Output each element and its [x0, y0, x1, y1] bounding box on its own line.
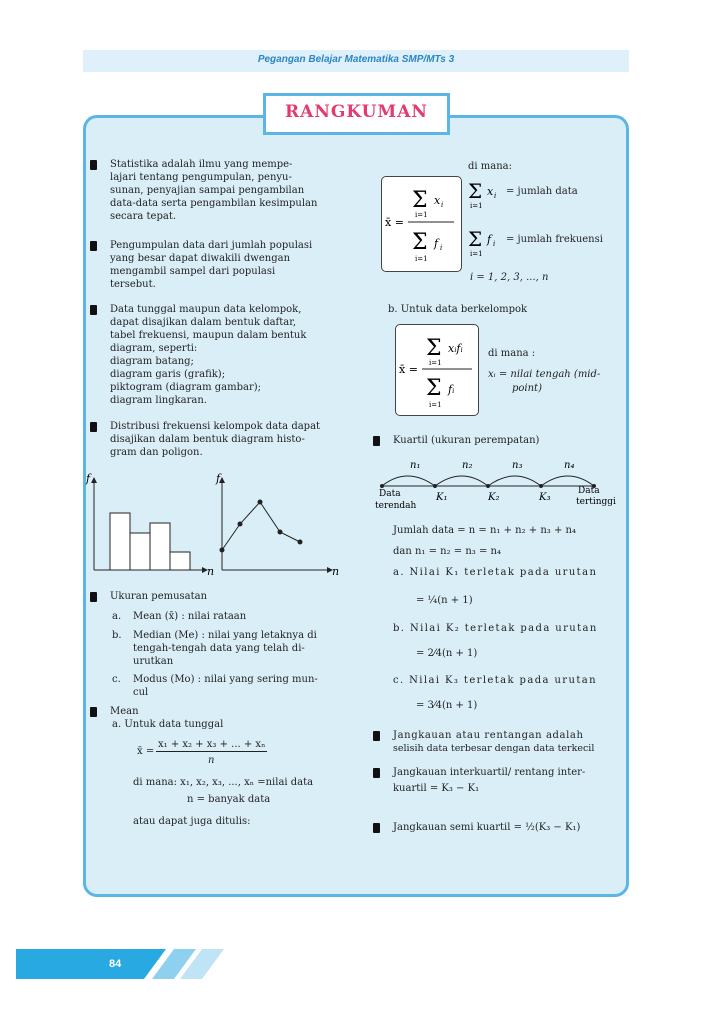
- svg-text:i: i: [440, 244, 443, 252]
- polygon-point: [220, 548, 225, 553]
- bullet-icon: [90, 241, 97, 251]
- median-item-label: b.: [112, 630, 122, 641]
- alternative-formula-text: atau dapat juga ditulis:: [133, 816, 251, 827]
- svg-text:f: f: [487, 233, 492, 246]
- semi-interquartile-text: Jangkauan semi kuartil = ½(K₃ − K₁): [393, 822, 581, 833]
- section-title-box: [263, 93, 450, 135]
- svg-text:i=1: i=1: [470, 202, 483, 210]
- midpoint-definition-cont: point): [512, 383, 542, 394]
- quartile-arc: [541, 476, 594, 486]
- central-tendency-title: Ukuran pemusatan: [110, 591, 208, 602]
- presentation-line: Data tunggal maupun data kelompok,: [110, 304, 302, 315]
- svg-text:xᵢfᵢ: xᵢfᵢ: [448, 342, 463, 355]
- median-item-text: tengah-tengah data yang telah di-: [133, 643, 305, 654]
- histogram-polygon-figure: [82, 470, 352, 582]
- svg-text:x̄ =: x̄ =: [385, 216, 404, 229]
- svg-text:x̄ =: x̄ =: [399, 363, 418, 376]
- sampling-line: Pengumpulan data dari jumlah populasi: [110, 240, 313, 251]
- midpoint-definition: xᵢ = nilai tengah (mid-: [488, 369, 601, 380]
- highest-data-label-2: tertinggi: [576, 497, 616, 507]
- index-range: i = 1, 2, 3, ..., n: [470, 272, 549, 283]
- quartile-k2-label: K₂: [488, 492, 500, 503]
- quartile-n4-label: n₄: [564, 460, 575, 471]
- histogram-bar: [130, 533, 150, 570]
- svg-text:Σ: Σ: [426, 376, 442, 401]
- distribution-line: disajikan dalam bentuk diagram histo-: [110, 434, 305, 445]
- quartile-k1-label: K₁: [436, 492, 448, 503]
- distribution-line: gram dan poligon.: [110, 447, 203, 458]
- highest-data-label: Data: [578, 486, 600, 496]
- mode-item-text: cul: [133, 687, 149, 698]
- sum-data-definition: = jumlah data: [506, 186, 578, 197]
- polygon-point: [278, 530, 283, 535]
- quartile-point: [380, 484, 384, 488]
- presentation-line: tabel frekuensi, maupun dalam bentuk: [110, 330, 307, 341]
- mean-formula-lhs: x̄ =: [137, 746, 155, 757]
- k2-position-text: b. Nilai K₂ terletak pada urutan: [393, 623, 598, 634]
- histogram-bar: [150, 523, 170, 570]
- sampling-line: tersebut.: [110, 279, 156, 290]
- data-values-definition: di mana: x₁, x₂, x₃, ..., xₙ =nilai data: [133, 777, 314, 788]
- mean-item-text: Mean (x̄) : nilai rataan: [133, 611, 247, 622]
- mean-title: Mean: [110, 706, 139, 717]
- grouped-data-subtitle: b. Untuk data berkelompok: [388, 304, 528, 315]
- svg-text:i=1: i=1: [470, 250, 483, 258]
- range-definition-line: selisih data terbesar dengan data terkecil: [393, 743, 595, 754]
- quartile-n3-label: n₃: [512, 460, 523, 471]
- median-item-text: Median (Me) : nilai yang letaknya di: [133, 630, 317, 641]
- svg-text:i=1: i=1: [415, 255, 428, 263]
- presentation-line: diagram lingkaran.: [110, 395, 207, 406]
- grouped-fraction-graphic: [396, 325, 478, 415]
- svg-text:i=1: i=1: [429, 359, 442, 367]
- quartile-n1-label: n₁: [410, 460, 421, 471]
- svg-text:i=1: i=1: [415, 211, 428, 219]
- running-header: [83, 50, 629, 72]
- svg-text:fᵢ: fᵢ: [448, 383, 455, 396]
- polygon-n-label: n: [332, 565, 340, 578]
- quartile-k3-label: K₃: [539, 492, 551, 503]
- histogram-bar: [110, 513, 130, 570]
- where-label: di mana:: [468, 161, 512, 172]
- mean-sigma-formula-box: [381, 176, 462, 272]
- distribution-line: Distribusi frekuensi kelompok data dapat: [110, 421, 321, 432]
- presentation-line: diagram, seperti:: [110, 343, 198, 354]
- polygon-line: [222, 502, 300, 550]
- running-header-title: Pegangan Belajar Matematika SMP/MTs 3: [257, 54, 455, 65]
- sampling-line: mengambil sampel dari populasi: [110, 266, 276, 277]
- bullet-icon: [90, 592, 97, 602]
- stat-def-line: Statistika adalah ilmu yang mempe-: [110, 159, 293, 170]
- total-data-equation: Jumlah data = n = n₁ + n₂ + n₃ + n₄: [393, 525, 576, 536]
- bullet-icon: [90, 422, 97, 432]
- presentation-line: piktogram (diagram gambar);: [110, 382, 262, 393]
- bullet-icon: [373, 731, 380, 741]
- stat-def-line: sunan, penyajian sampai pengambilan: [110, 185, 305, 196]
- lowest-data-label: Data: [379, 489, 401, 499]
- svg-text:f: f: [434, 237, 439, 250]
- presentation-line: diagram garis (grafik);: [110, 369, 226, 380]
- svg-text:i: i: [493, 240, 496, 248]
- mean-formula-denominator: n: [208, 755, 215, 766]
- lowest-data-label-2: terendah: [375, 501, 417, 511]
- section-title: RANGKUMAN: [285, 102, 428, 122]
- quartile-arc: [488, 476, 541, 486]
- stat-def-line: lajari tentang pengumpulan, penyu-: [110, 172, 292, 183]
- bullet-icon: [373, 768, 380, 778]
- svg-text:Σ: Σ: [468, 227, 483, 251]
- polygon-point: [258, 500, 263, 505]
- quartile-arc: [435, 476, 488, 486]
- svg-text:Σ: Σ: [468, 179, 483, 203]
- stat-def-line: secara tepat.: [110, 211, 177, 222]
- quartile-diagram: [372, 452, 628, 514]
- equal-groups-equation: dan n₁ = n₂ = n₃ = n₄: [393, 546, 501, 557]
- polygon-f-label: f: [216, 472, 221, 485]
- mode-item-label: c.: [112, 674, 121, 685]
- single-data-subtitle: a. Untuk data tunggal: [112, 719, 224, 730]
- bullet-icon: [373, 823, 380, 833]
- mean-formula-numerator: x₁ + x₂ + x₃ + ... + xₙ: [156, 738, 267, 752]
- grouped-where-label: di mana :: [488, 348, 536, 359]
- mode-item-text: Modus (Mo) : nilai yang sering mun-: [133, 674, 318, 685]
- bullet-icon: [90, 305, 97, 315]
- grouped-mean-formula-box: [395, 324, 479, 416]
- histogram-n-label: n: [207, 565, 215, 578]
- svg-text:i: i: [441, 201, 444, 209]
- bullet-icon: [90, 707, 97, 717]
- polygon-point: [298, 540, 303, 545]
- svg-text:x: x: [434, 194, 441, 207]
- svg-text:Σ: Σ: [412, 188, 428, 213]
- quartile-point: [433, 484, 437, 488]
- histogram-bar: [170, 552, 190, 570]
- k3-position-text: c. Nilai K₃ terletak pada urutan: [393, 675, 597, 686]
- k3-position-formula: = 3⁄4(n + 1): [416, 700, 478, 711]
- median-item-text: urutkan: [133, 656, 174, 667]
- interquartile-line: kuartil = K₃ − K₁: [393, 783, 480, 794]
- sampling-line: yang besar dapat diwakili dwengan: [110, 253, 291, 264]
- page-number: 84: [109, 958, 122, 970]
- presentation-line: diagram batang;: [110, 356, 194, 367]
- svg-text:i: i: [494, 192, 497, 200]
- quartile-n2-label: n₂: [462, 460, 473, 471]
- sum-frequency-definition: = jumlah frekuensi: [506, 234, 603, 245]
- mean-item-label: a.: [112, 611, 122, 622]
- svg-text:Σ: Σ: [426, 336, 442, 361]
- quartile-arc: [382, 476, 435, 486]
- n-definition: n = banyak data: [187, 794, 271, 805]
- polygon-point: [238, 522, 243, 527]
- stat-def-line: data-data serta pengambilan kesimpulan: [110, 198, 318, 209]
- k2-position-formula: = 2⁄4(n + 1): [416, 648, 478, 659]
- k1-position-text: a. Nilai K₁ terletak pada urutan: [393, 567, 598, 578]
- histogram-f-label: f: [86, 472, 91, 485]
- bullet-icon: [373, 436, 380, 446]
- svg-text:i=1: i=1: [429, 401, 442, 409]
- svg-text:Σ: Σ: [412, 230, 428, 255]
- quartile-title: Kuartil (ukuran perempatan): [393, 435, 540, 446]
- quartile-point: [539, 484, 543, 488]
- bullet-icon: [90, 160, 97, 170]
- quartile-point: [486, 484, 490, 488]
- k1-position-formula: = ¼(n + 1): [416, 595, 473, 606]
- svg-text:x: x: [487, 185, 494, 198]
- interquartile-line: Jangkauan interkuartil/ rentang inter-: [393, 767, 586, 778]
- sigma-fraction-graphic: [382, 177, 461, 271]
- range-definition-line: Jangkauan atau rentangan adalah: [393, 730, 584, 741]
- presentation-line: dapat disajikan dalam bentuk daftar,: [110, 317, 297, 328]
